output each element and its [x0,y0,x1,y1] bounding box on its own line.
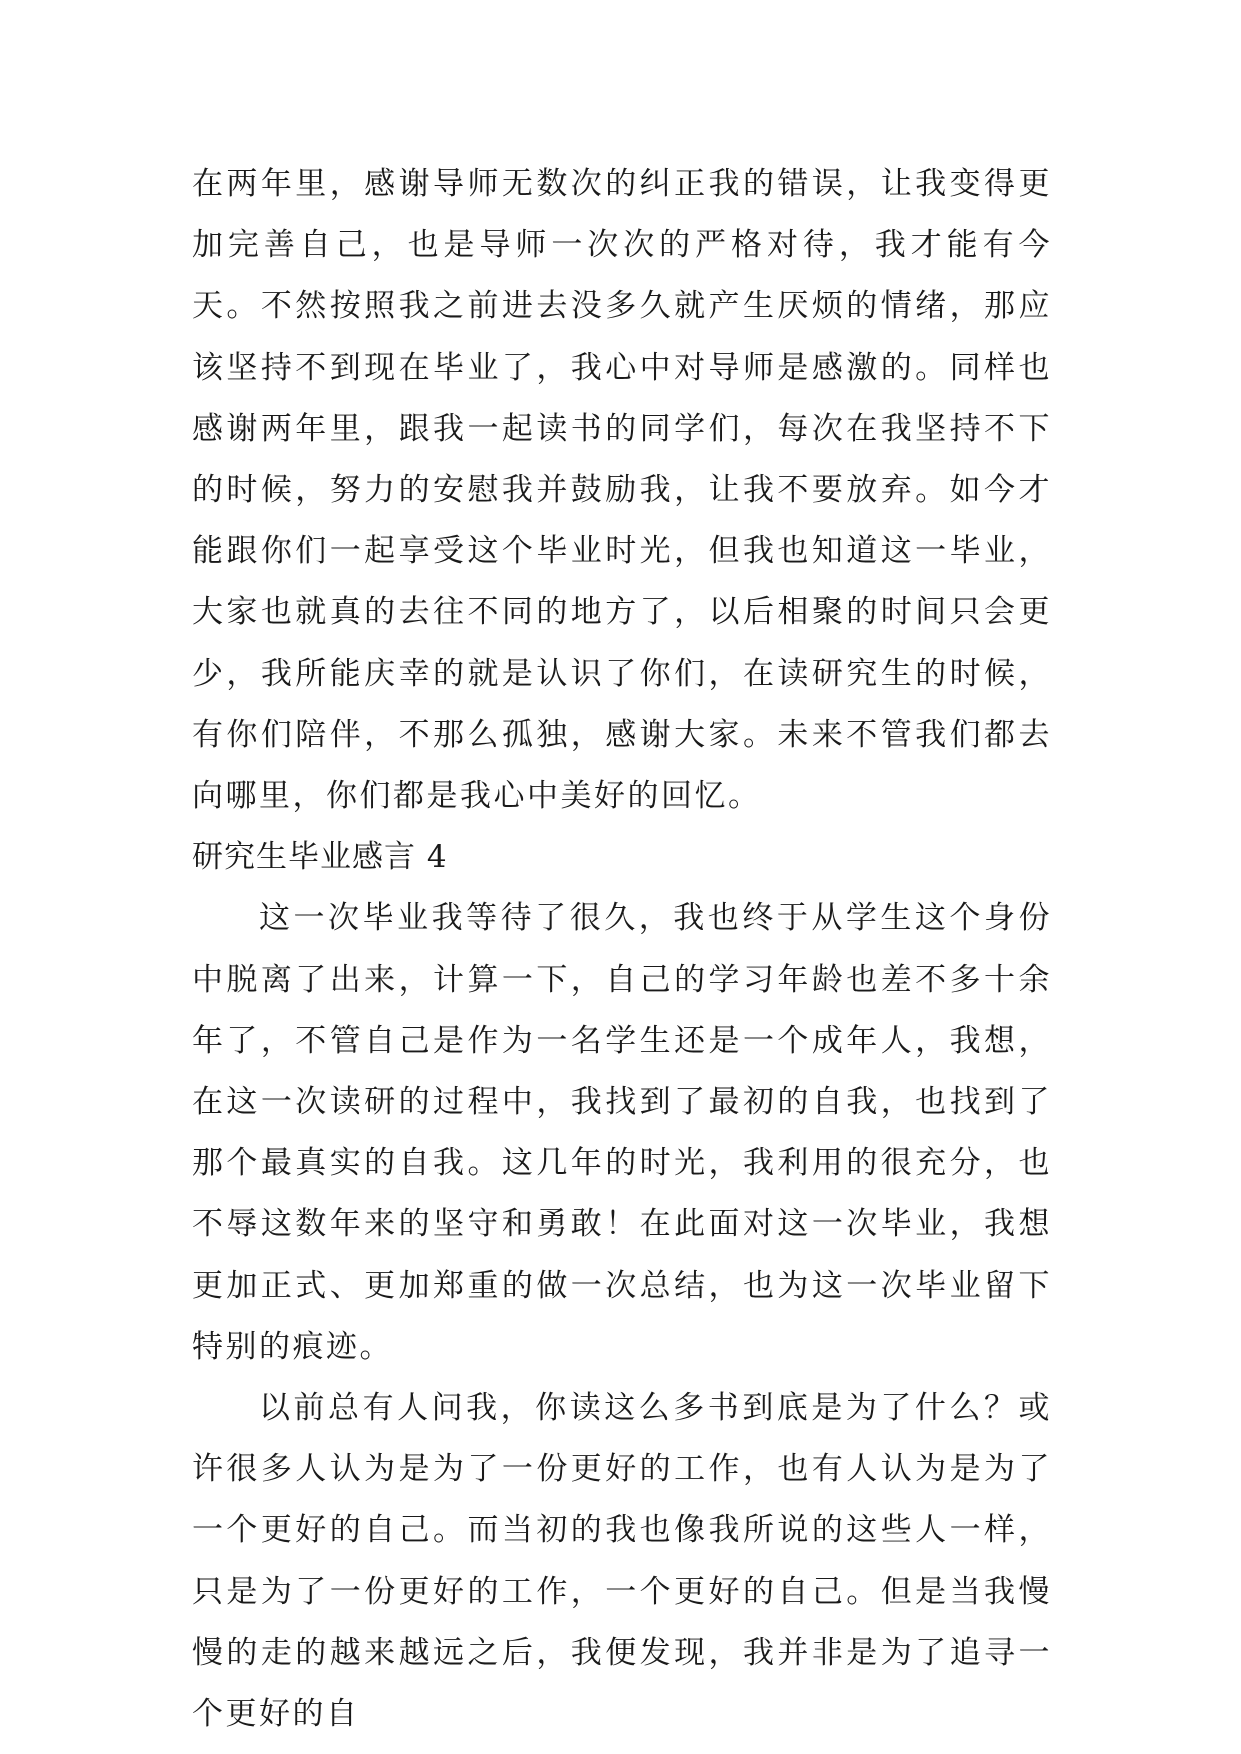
paragraph-2: 这一次毕业我等待了很久，我也终于从学生这个身份中脱离了出来，计算一下，自己的学习年龄也差不多十余年了，不管自己是作为一名学生还是一个成年人，我想，在这一次读研的过程中，我找到了最初的自我，也找到了那个最真实的自我。这几年的时光，我利用的很充分，也不辱这数年来的坚守和勇敢！在此面对这一次毕业，我想更加正式、更加郑重的做一次总结，也为这一次毕业留下特别的痕迹。 [192,900,1052,1365]
document-body [192,154,1052,1745]
paragraph-1: 在两年里，感谢导师无数次的纠正我的错误，让我变得更加完善自己，也是导师一次次的严格对待，我才能有今天。不然按照我之前进去没多久就产生厌烦的情绪，那应该坚持不到现在毕业了，我心中对导师是感激的。同样也感谢两年里，跟我一起读书的同学们，每次在我坚持不下的时候，努力的安慰我并鼓励我，让我不要放弃。如今才能跟你们一起享受这个毕业时光，但我也知道这一毕业，大家也就真的去往不同的地方了，以后相聚的时间只会更少，我所能庆幸的就是认识了你们，在读研究生的时候，有你们陪伴，不那么孤独，感谢大家。未来不管我们都去向哪里，你们都是我心中美好的回忆。 [192,166,1052,815]
paragraph-3: 以前总有人问我，你读这么多书到底是为了什么？或许很多人认为是为了一份更好的工作，也有人认为是为了一个更好的自己。而当初的我也像我所说的这些人一样，只是为了一份更好的工作，一个更好的自己。但是当我慢慢的走的越来越远之后，我便发现，我并非是为了追寻一个更好的自 [192,1390,1052,1733]
section-title: 研究生毕业感言 4 [192,839,448,876]
